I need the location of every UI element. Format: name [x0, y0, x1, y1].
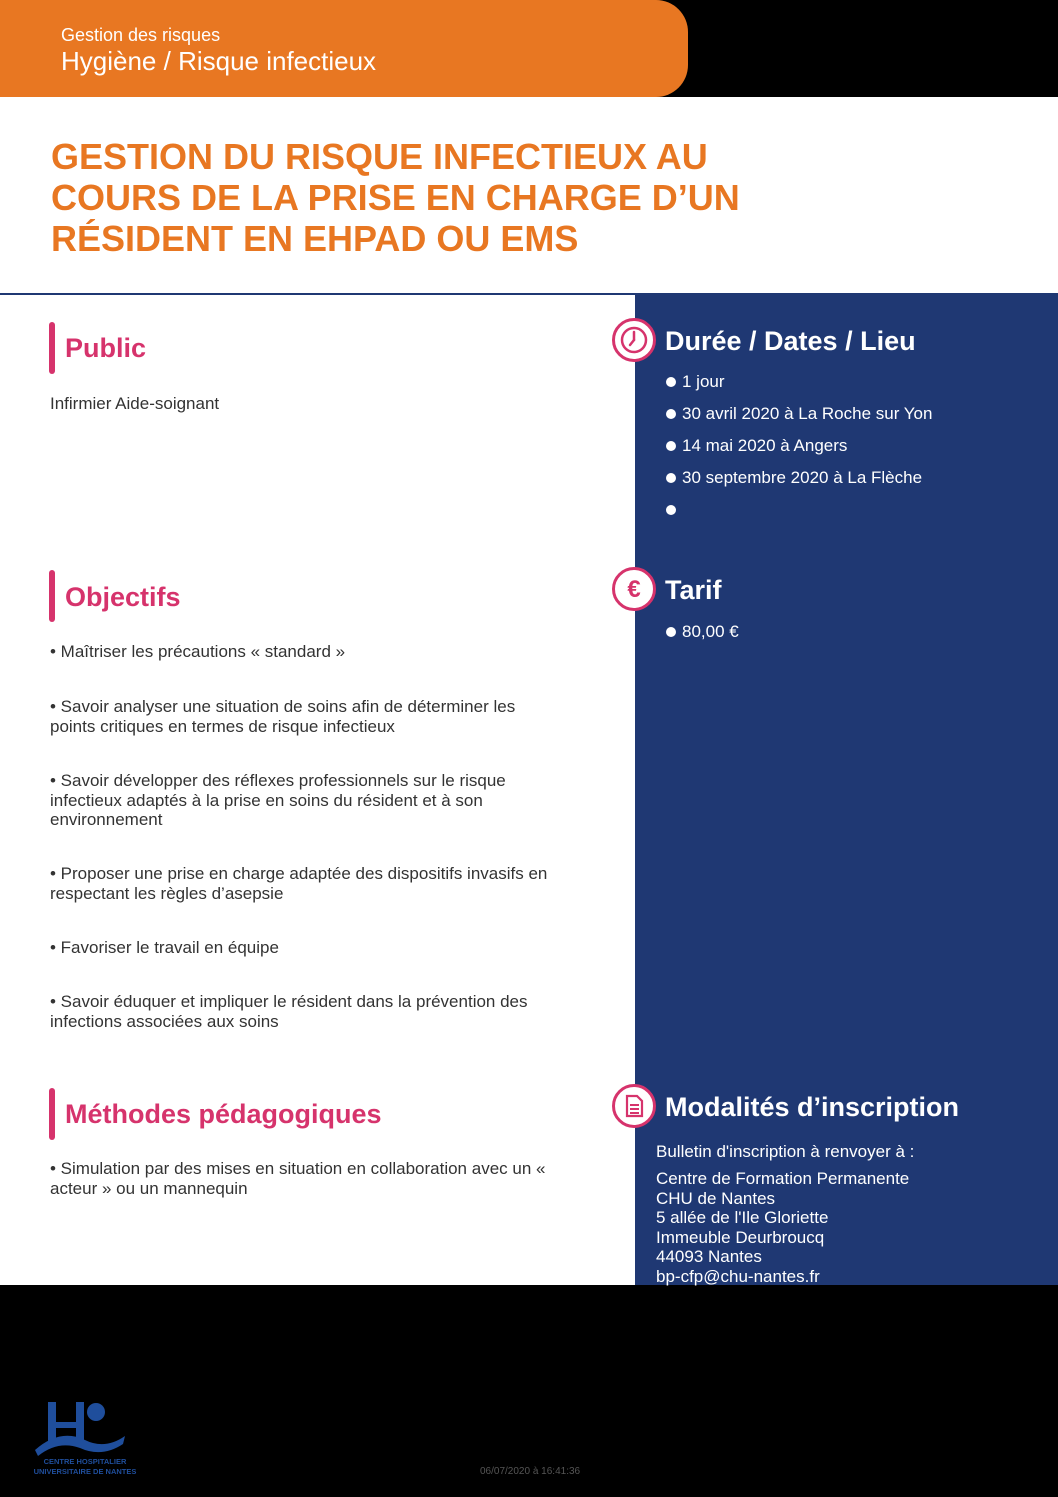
header-band: [0, 0, 688, 97]
address-line: 44093 Nantes: [656, 1247, 762, 1266]
duree-heading: Durée / Dates / Lieu: [665, 326, 916, 356]
section-marker: [49, 570, 55, 622]
methodes-line: • Simulation par des mises en situation en collaboration avec un «: [50, 1159, 546, 1178]
header-category: Gestion des risques: [61, 25, 221, 45]
objectif-item: [50, 992, 590, 1031]
objectif-line: • Proposer une prise en charge adaptée des dispositifs invasifs en: [50, 864, 548, 883]
list-item: [666, 372, 932, 404]
objectif-line: points critiques en termes de risque infectieux: [50, 716, 395, 736]
objectifs-heading: Objectifs: [65, 582, 181, 612]
page-title: [51, 136, 811, 259]
euro-icon: [612, 567, 656, 611]
section-marker: [49, 1088, 55, 1140]
tarif-list: [666, 622, 739, 654]
logo-text: UNIVERSITAIRE DE NANTES: [33, 1467, 137, 1476]
objectif-item: [50, 697, 590, 736]
list-item: [666, 500, 932, 532]
address-line: Centre de Formation Permanente: [656, 1169, 910, 1188]
public-heading: Public: [65, 333, 147, 363]
methodes-heading: Méthodes pédagogiques: [65, 1099, 382, 1129]
objectif-line: • Maîtriser les précautions « standard »: [50, 642, 346, 661]
address-line: Immeuble Deurbroucq: [656, 1227, 825, 1247]
address-line: 5 allée de l'Ile Gloriette: [656, 1208, 829, 1227]
duree-list: [666, 372, 932, 532]
inscription-address: [656, 1169, 909, 1286]
address-line: CHU de Nantes: [656, 1188, 776, 1208]
chu-logo: [30, 1398, 140, 1478]
tarif-heading: Tarif: [665, 575, 722, 605]
objectif-line: • Favoriser le travail en équipe: [50, 938, 279, 957]
list-item: [666, 622, 739, 654]
section-marker: [49, 322, 55, 374]
duree-item: 1 jour: [682, 372, 725, 391]
public-text: Infirmier Aide-soignant: [50, 394, 220, 413]
methodes-text: [50, 1159, 590, 1198]
objectif-item: [50, 938, 590, 958]
logo-text: CENTRE HOSPITALIER: [43, 1457, 127, 1466]
objectif-line: infectieux adaptés à la prise en soins du résident et à son: [50, 790, 483, 810]
methodes-line: acteur » ou un mannequin: [50, 1178, 248, 1198]
objectif-item: [50, 864, 590, 903]
duree-item: 30 avril 2020 à La Roche sur Yon: [682, 404, 933, 423]
title-line: RÉSIDENT EN EHPAD OU EMS: [51, 218, 579, 259]
duree-item: 14 mai 2020 à Angers: [682, 436, 848, 455]
objectif-line: environnement: [50, 810, 163, 829]
objectif-line: infections associées aux soins: [50, 1011, 279, 1031]
objectif-line: • Savoir développer des réflexes professionnels sur le risque: [50, 771, 506, 790]
objectif-line: • Savoir analyser une situation de soins afin de déterminer les: [50, 697, 516, 716]
objectif-line: respectant les règles d’asepsie: [50, 883, 284, 903]
inscription-heading: Modalités d’inscription: [665, 1092, 960, 1122]
address-email: bp-cfp@chu-nantes.fr: [656, 1266, 820, 1286]
svg-text:€: €: [627, 576, 641, 603]
duree-item: 30 septembre 2020 à La Flèche: [682, 468, 923, 487]
header-subcategory: Hygiène / Risque infectieux: [61, 46, 377, 76]
objectif-line: • Savoir éduquer et impliquer le résident dans la prévention des: [50, 992, 528, 1011]
list-item: [666, 468, 932, 500]
objectif-item: [50, 642, 590, 662]
tarif-item: 80,00 €: [682, 622, 739, 641]
title-line: COURS DE LA PRISE EN CHARGE D’UN: [51, 177, 740, 218]
clock-icon: [612, 318, 656, 362]
list-item: [666, 436, 932, 468]
list-item: [666, 404, 932, 436]
timestamp: 06/07/2020 à 16:41:36: [480, 1466, 581, 1477]
objectif-item: [50, 771, 590, 830]
document-icon: [612, 1084, 656, 1128]
title-line: GESTION DU RISQUE INFECTIEUX AU: [51, 136, 708, 177]
inscription-intro: Bulletin d'inscription à renvoyer à :: [656, 1142, 915, 1161]
